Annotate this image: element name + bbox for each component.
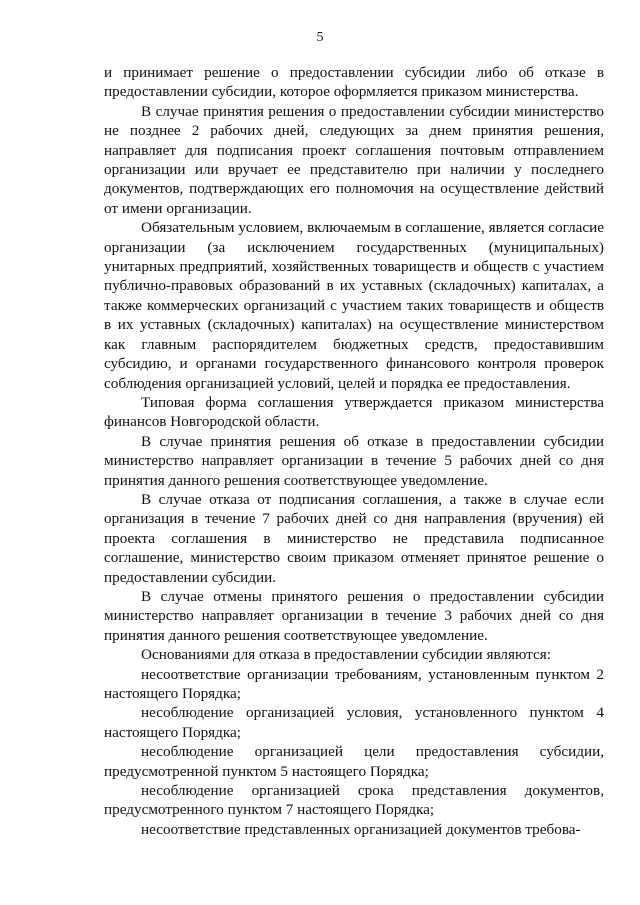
- list-item-ground-1: несоответствие организации требованиям, установленным пунктом 2 настоящего Порядка;: [104, 665, 604, 702]
- list-item-ground-5: несоответствие представленных организацией документов требова-: [141, 820, 581, 838]
- paragraph-mandatory-condition: Обязательным условием, включаемым в соглашение, является согласие организации (за исключением государственных (муниципальных) унитарных предприятий, хозяйственных товариществ и обществ с участием публично-правовых образований в их уставных (складочных) капиталах, а также коммерческих организаций с участием таких товариществ и обществ в их уставных (складочных) капиталах) на осуществление министерством как главным распорядителем бюджетных средств, предоставившим субсидию, и органами государственного финансового контроля проверок соблюдения организацией условий, целей и порядка ее предоставления.: [104, 219, 604, 392]
- list-item-ground-2: несоблюдение организацией условия, установленного пунктом 4 настоящего Порядка;: [104, 704, 604, 741]
- list-item-ground-3: несоблюдение организацией цели предоставления субсидии, предусмотренной пунктом 5 настоящего Порядка;: [104, 743, 604, 780]
- paragraph-decision-cancelled: В случае отмены принятого решения о предоставлении субсидии министерство направляет организации в течение 3 рабочих дней со дня принятия данного решения соответствующее уведомление.: [104, 587, 604, 644]
- paragraph-continuation: и принимает решение о предоставлении субсидии либо об отказе в предоставлении субсидии, которое оформляется приказом министерства.: [104, 64, 604, 101]
- document-body: [104, 63, 604, 839]
- page-number: 5: [316, 30, 324, 45]
- paragraph-refusal-to-sign: В случае отказа от подписания соглашения, а также в случае если организация в течение 7 рабочих дней со дня направления (вручения) ей проекта соглашения в министерство не представила подписанное соглашение, министерство своим приказом отменяет принятое решение о предоставлении субсидии.: [104, 490, 604, 586]
- paragraph-decision-refused: В случае принятия решения об отказе в предоставлении субсидии министерство направляет организации в течение 5 рабочих дней со дня принятия данного решения соответствующее уведомление.: [104, 432, 604, 489]
- paragraph-refusal-grounds: Основаниями для отказа в предоставлении субсидии являются:: [141, 646, 551, 664]
- paragraph-standard-form: Типовая форма соглашения утверждается приказом министерства финансов Новгородской области.: [104, 393, 604, 431]
- paragraph-decision-granted: В случае принятия решения о предоставлении субсидии министерство не позднее 2 рабочих дней, следующих за днем принятия решения, направляет для подписания проект соглашения почтовым отправлением организации или вручает ее представителю при наличии у последнего документов, подтверждающих его полномочия на осуществление действий от имени организации.: [104, 102, 604, 217]
- list-item-ground-4: несоблюдение организацией срока представления документов, предусмотренного пунктом 7 настоящего Порядка;: [104, 782, 604, 819]
